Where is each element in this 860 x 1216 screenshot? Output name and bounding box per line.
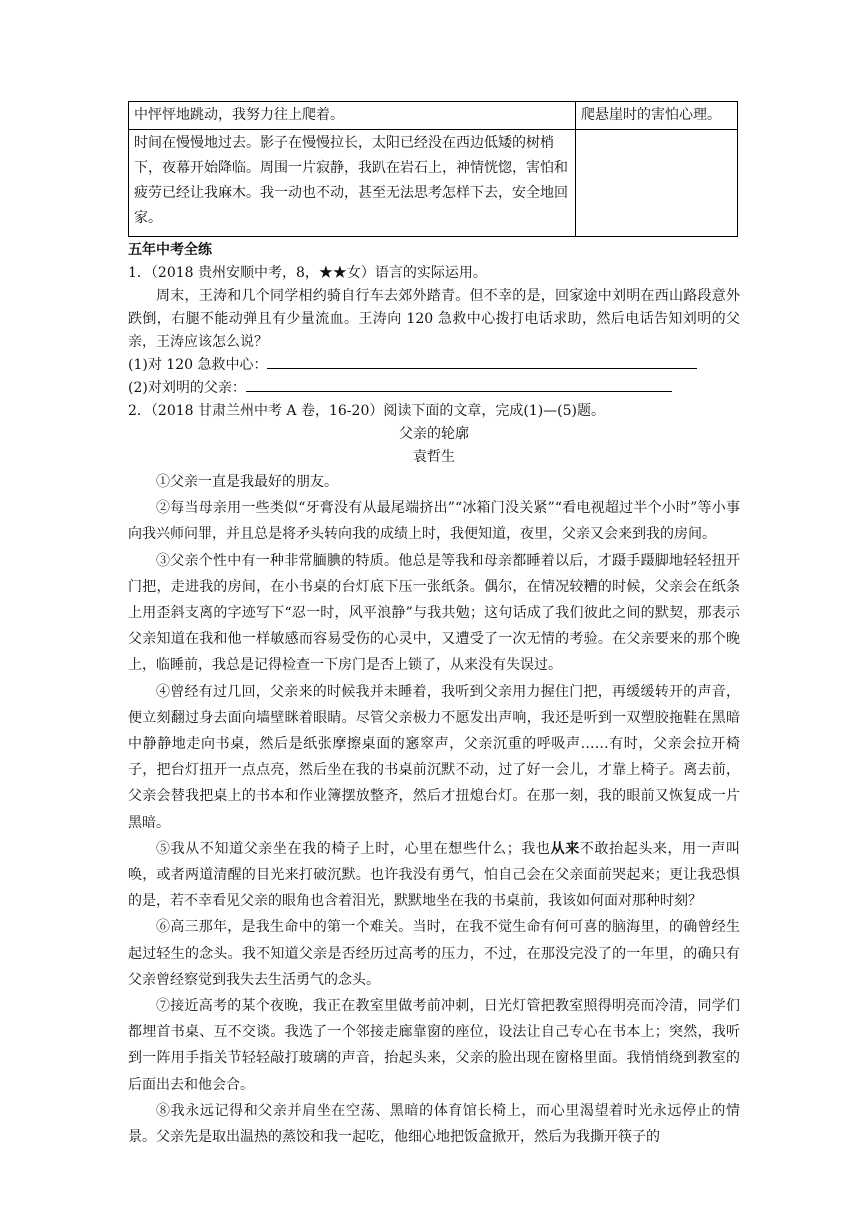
article-paragraph: ⑧我永远记得和父亲并肩坐在空荡、黑暗的体育馆长椅上，而心里渴望着时光永远停止的情景。父亲先是取出温热的蒸饺和我一起吃，他细心地把饭盒掀开，然后为我撕开筷子的 (128, 1102, 740, 1146)
article-title: 父亲的轮廓 (399, 426, 469, 442)
question-1-body: 周末，王涛和几个同学相约骑自行车去郊外踏青。但不幸的是，回家途中刘明在西山路段意外跌倒，右腿不能动弹且有少量流血。王涛向 120 急救中心拨打电话求助，然后电话告知刘明的父亲，王涛应该怎么说？ (128, 288, 740, 350)
sub-1-label: (1)对 120 急救中心： (128, 357, 268, 373)
question-1-sub-2 (128, 377, 740, 400)
article-author: 袁哲生 (413, 449, 455, 465)
table-cell-text: 时间在慢慢地过去。影子在慢慢拉长，太阳已经没在西边低矮的树梢下，夜幕开始降临。周围一片寂静，我趴在岩石上，神情恍惚，害怕和疲劳已经让我麻木。我一动也不动，甚至无法思考怎样下去，安全地回家。 (129, 130, 576, 237)
table-cell-text: 中怦怦地跳动，我努力往上爬着。 (129, 102, 576, 130)
article-paragraph: ④曾经有过几回，父亲来的时候我并未睡着，我听到父亲用力握住门把，再缓缓转开的声音，便立刻翻过身去面向墙壁眯着眼睛。尽管父亲极力不愿发出声响，我还是听到一双塑胶拖鞋在黑暗中静静地走向书桌，然后是纸张摩擦桌面的窸窣声，父亲沉重的呼吸声……有时，父亲会拉开椅子，把台灯扭开一点点亮，然后坐在我的书桌前沉默不动，过了好一会儿，才靠上椅子。离去前，父亲会替我把桌上的书本和作业簿摆放整齐，然后才扭熄台灯。在那一刻，我的眼前又恢复成一片黑暗。 (128, 683, 740, 831)
answer-blank-2[interactable] (246, 377, 672, 392)
table-cell-analysis: 爬悬崖时的害怕心理。 (576, 102, 738, 130)
article-paragraph: ⑥高三那年，是我生命中的第一个难关。当时，在我不觉生命有何可喜的脑海里，的确曾经生起过轻生的念头。我不知道父亲是否经历过高考的压力，不过，在那没完没了的一年里，的确只有父亲曾经察觉到我失去生活勇气的念头。 (128, 919, 740, 988)
article-paragraph: ⑤我从不知道父亲坐在我的椅子上时，心里在想些什么；我也从来不敢抬起头来，用一声叫唤，或者两道清醒的目光来打破沉默。也许我没有勇气，怕自己会在父亲面前哭起来；更让我恐惧的是，若不幸看见父亲的眼角也含着泪光，默默地坐在我的书桌前，我该如何面对那种时刻？ (128, 840, 741, 910)
analysis-table (128, 101, 738, 237)
article-paragraph: ①父亲一直是我最好的朋友。 (156, 474, 338, 490)
article-paragraph: ②每当母亲用一些类似“牙膏没有从最尾端挤出”“冰箱门没关紧”“看电视超过半个小时”等小事向我兴师问罪，并且总是将矛头转向我的成绩上时，我便知道，夜里，父亲又会来到我的房间。 (128, 500, 740, 543)
table-cell-analysis (576, 130, 738, 237)
article-paragraph: ③父亲个性中有一种非常腼腆的特质。他总是等我和母亲都睡着以后，才蹑手蹑脚地轻轻扭开门把，走进我的房间，在小书桌的台灯底下压一张纸条。偶尔，在情况较糟的时候，父亲会在纸条上用歪斜支离的字迹写下“忍一时，风平浪静”与我共勉；这句话成了我们彼此之间的默契，那表示父亲知道在我和他一样敏感而容易受伤的心灵中，又遭受了一次无情的考验。在父亲要来的那个晚上，临睡前，我总是记得检查一下房门是否上锁了，从来没有失误过。 (128, 552, 740, 674)
section-title: 五年中考全练 (128, 242, 212, 258)
question-1-sub-1 (128, 354, 740, 377)
question-2-heading: 2．（2018 甘肃兰州中考 A 卷，16-20）阅读下面的文章，完成(1)—(5)题。 (128, 403, 606, 419)
article-paragraph: ⑦接近高考的某个夜晚，我正在教室里做考前冲刺，日光灯管把教室照得明亮而冷清，同学们都埋首书桌、互不交谈。我选了一个邻接走廊靠窗的座位，设法让自己专心在书本上；突然，我听到一阵用手指关节轻轻敲打玻璃的声音，抬起头来，父亲的脸出现在窗格里面。我悄悄绕到教室的后面出去和他会合。 (128, 998, 740, 1093)
answer-blank-1[interactable] (267, 354, 697, 369)
emphasis-text: 从来 (550, 840, 580, 857)
sub-2-label: (2)对刘明的父亲： (128, 380, 246, 396)
table-row (129, 130, 738, 237)
table-row (129, 102, 738, 130)
question-1-heading: 1．（2018 贵州安顺中考，8，★★女）语言的实际运用。 (128, 265, 487, 281)
document-page (128, 101, 740, 1150)
